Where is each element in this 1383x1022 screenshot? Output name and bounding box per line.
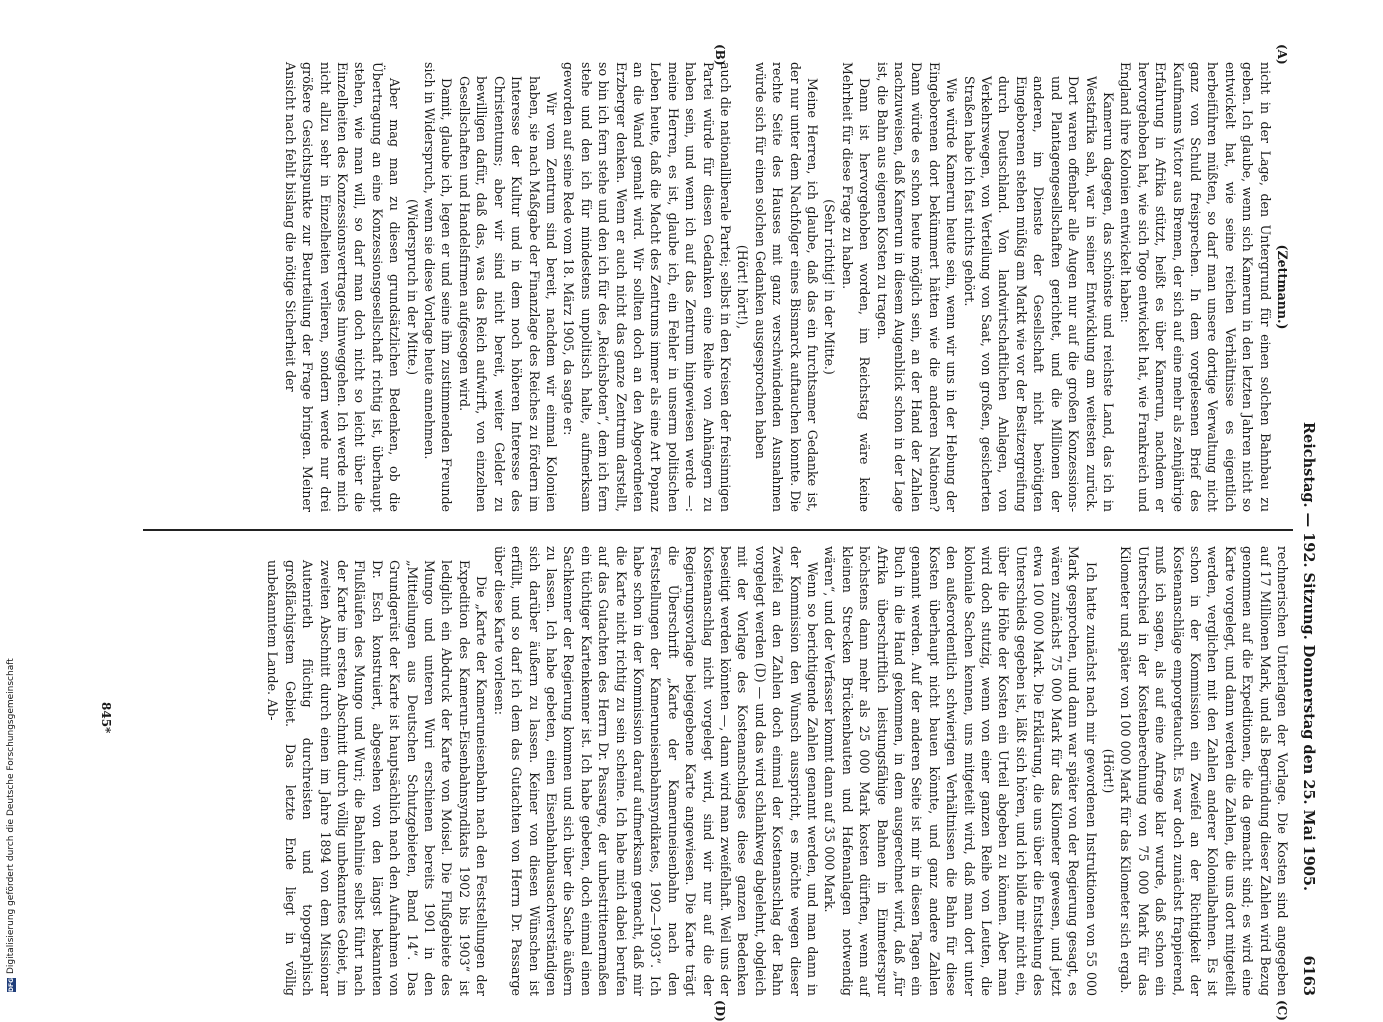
margin-letter-a: (A): [1275, 44, 1289, 65]
digitization-credit: [6, 658, 16, 992]
dfg-logo-icon: DFG: [7, 977, 15, 992]
speaker-name: (Zettmann.): [1275, 244, 1290, 330]
quotation: Kamerun dagegen, das schönste und reichste Land, das ich in Westafrika sah, war in seiner Entwicklung am weitesten zurück. Dort waren offenbar alle Augen nur auf die großen Konzessions- und Plantagengesellschaften gerichtet, und die Millionen der anderen, im Dienste der Gesellschaft nicht benötigten Eingeborenen stehen müßig am Markt wie vor der Besitzergreifung durch Deutschland. Von landwirtschaftlichen Anlagen, von Verkehrswegen, von Verteilung von Saat, von großen, gesicherten Straßen habe ich fast nichts gehört.: [961, 76, 1116, 512]
margin-letter-d: (D): [713, 1000, 727, 1022]
quotation: Wir vom Zentrum sind bereit, nachdem wir einmal Kolonien haben, sie nach Maßgabe der Finanzlage des Reiches zu fördern im Interesse der Kultur und in dem noch höheren Interesse des Christentums; aber wir sind nicht bereit, weiter Gelder zu bewilligen dafür, daß das, was das Reich aufwirft, von einzelnen Gesellschaften und Handelsfirmen aufgesogen wird.: [456, 76, 559, 512]
paragraph: Ich hatte zunächst nach mir gewordenen Instruktionen von 55 000 Mark gesprochen, und dann war später von der Regierung gesagt, es wären zunächst 75 000 Mark für das Kilometer gewesen, und jetzt etwa 100 000 Mark. Die Erklärung, die uns über die Entstehung des Unterschieds gegeben ist, läßt sich hören, und ich bilde mir nicht ein, über die Höhe der Kosten ein Urteil abgeben zu können. Aber man wird doch stutzig, wenn von einer ganzen Reihe von Leuten, die koloniale Sachen kennen, uns mitgeteilt wird, daß man dort unter den außerordentlich schwierigen Verhältnissen die Bahn für diese Kosten überhaupt nicht bauen könnte, und ganz andere Zahlen genannt werden. Auf der anderen Seite ist mir in diesen Tagen ein Buch in die Hand gekommen, in dem ausgerechnet wird, daß „für Afrika überschriftlich leistungsfähige Bahnen in Einmeterspur höchstens dann mehr als 25 000 Mark kosten dürften, wenn auf kleinen Strecken Brückenbauten und Hafenanlagen notwendig wären“, und der Verfasser kommt dann auf 35 000 Mark.: [822, 546, 1099, 996]
paragraph: Wie würde Kamerun heute sein, wenn wir uns in der Hebung der Eingeborenen dort bekümmert hätten wie die anderen Nationen? Dann würde es schon heute möglich sein, an der Hand der Zahlen nachzuweisen, daß Kamerun in diesem Augenblick schon in der Lage ist, die Bahn aus eigenen Kosten zu tragen.: [874, 62, 960, 512]
interjection: (Sehr richtig! in der Mitte.): [822, 199, 838, 375]
credit-text: Digitalisierung gefördert durch die Deutsche Forschungsgemeinschaft: [6, 658, 16, 974]
rotated-page: [84, 44, 1317, 1022]
interjection: (Hört! hört!),: [735, 244, 751, 330]
paragraph: Dann ist hervorgehoben worden, im Reichstag wäre keine Mehrheit für diese Frage zu haben.: [839, 62, 873, 512]
interjection: (Hört!): [1100, 748, 1116, 794]
right-column: [264, 546, 1291, 996]
quotation: Die „Karte der Kameruneisenbahn nach den Feststellungen der Expedition des Kamerun-Eisenbahnsyndikats 1902 bis 1903“ ist lediglich ein Abdruck der Karte von Moisel. Die Flußgebiete des Mungo und unteren Wuri erschienen bereits 1901 in den „Mitteilungen aus Deutschen Schutzgebieten, Band 14“. Das Grundgerüst der Karte ist hauptsächlich nach den Aufnahmen von Dr. Esch konstruiert, abgesehen von den längst bekannten Flußläufen des Mungo und Wuri; die Bahnlinie selbst führt nach der Karte im ersten Abschnitt durch völlig unbekanntes Gebiet, im zweiten Abschnitt durch einen im Jahre 1894 von dem Missionar Autenrieth flüchtig durchreisten und topographisch großflächigstem Gebiet. Das letzte Ende liegt in völlig unbekanntem Lande. Ab-: [265, 560, 490, 996]
paragraph: rechnerischen Unterlagen der Vorlage. Die Kosten sind angegeben auf 17 Millionen Mark, und als Begründung dieser Zahlen wird Bezug genommen auf die Expeditionen, die da gemacht sind; es wird eine Karte vorgelegt, und dann werden die Zahlen, die uns dort mitgeteilt werden, verglichen mit den Zahlen anderer Kolonialbahnen. Es ist schon in der Kommission ein Zweifel an der Richtigkeit der Kostenanschläge emporgetaucht. Es war doch zunächst frappierend, muß ich sagen, als auf eine Anfrage klar wurde, daß schon ein Unterschied in der Kostenberechnung von 75 000 Mark für das Kilometer und später von 100 000 Mark für das Kilometer sich ergab.: [1118, 546, 1290, 996]
interjection: (Widerspruch in der Mitte.): [404, 198, 420, 376]
column-divider: [143, 529, 1293, 531]
paragraph: Aber mag man zu diesen grundsätzlichen Bedenken, ob die Übertragung an eine Konzessionsgesellschaft richtig ist, überhaupt stehen, wie man will, so darf man doch nicht so leicht über die Einzelheiten des Konzessionsvertrages hinweggehen. Ich werde mich nicht allzu sehr in Einzelheiten verlieren, sondern werde nur drei größere Gesichtspunkte zur Beurteilung der Frage bringen. Meiner Ansicht nach fehlt bislang die nötige Sicherheit der: [282, 62, 403, 512]
paragraph: nicht in der Lage, den Untergrund für einen solchen Bahnbau zu geben. Ich glaube, wenn sich Kamerun in den letzten Jahren nicht so entwickelt hat, wie seine reichen Verhältnisse es eigentlich herbeiführen müßten, so darf man unsere dortige Verwaltung nicht ganz von Schuld freisprechen. In dem vorgelesenen Brief des Kaufmanns Victor aus Bremen, der sich auf eine mehr als zehnjährige Erfahrung in Afrika stützt, heißt es über Kamerun, nachdem er hervorgehoben hat, wie sich Togo entwickelt hat, wie Frankreich und England ihre Kolonien entwickelt haben:: [1118, 62, 1273, 512]
margin-letter-b: (B): [713, 44, 727, 66]
paragraph: auch die nationalliberale Partei; selbst in den Kreisen der freisinnigen Partei würde für diesen Gedanken eine Reihe von Anhängern zu haben sein, und wenn ich auf das Zentrum hingewiesen werde —: meine Herren, es ist, glaube ich, ein Fehler in unserm politischen Leben heute, daß die Macht des Zentrums immer als eine Art Popanz an die Wand gemalt wird. Wir sollten doch an den Abgeordneten Erzberger denken. Wenn er auch nicht das ganze Zentrum darstellt, so bin ich fern stehe und den ich für des „Reichsboten“, dem ich fern stehe und den ich für mindestens unpolitisch halte, aufmerksam geworden auf seine Rede vom 18. März 1905, da sagte er:: [561, 62, 733, 512]
page-header: [1297, 62, 1317, 996]
paragraph: Damit, glaube ich, legen er und seine ihm zustimmenden Freunde sich in Widerspruch, wenn sie diese Vorlage heute annehmen.: [422, 62, 455, 512]
paragraph: Wenn so berichtigende Zahlen genannt werden, und man dann in der Kommission den Wunsch ausspricht, es möchte wegen dieser Zweifel an den Zahlen doch einmal der Kostenanschlag der Bahn vorgelegt werden (D) — und das wird schlankweg abgelehnt, obgleich mit der Vorlage des Kostenanschlages diese ganzen Bedenken beseitigt werden könnten —, dann wird man zweifelhaft. Weil uns der Kostenanschlag nicht vorgelegt wird, sind wir nur auf die der Regierungsvorlage beigegebene Karte angewiesen. Die Karte trägt die Überschrift „Karte der Kameruneisenbahn nach den Feststellungen der Kameruneisenbahnsyndikates, 1902—1903“. Ich habe schon in der Kommission darauf aufmerksam gemacht, daß mir die Karte nicht richtig zu sein scheine. Ich habe mich dabei berufen auf das Gutachten des Herrn Dr. Passarge, der unbestrittenermaßen ein tüchtiger Kartenkenner ist. Ich habe gebeten, doch einmal einen Sachkenner der Regierung kommen und sich über die Sache äußern zu lassen. Ich habe gebeten, einen Eisenbahnbausachverständigen sich darüber äußern zu lassen. Keiner von diesen Wünschen ist erfüllt, und so darf ich dem das Gutachten von Herrn Dr. Passarge über diese Karte vorlesen:: [491, 546, 821, 996]
header-page-number: 6163: [1300, 955, 1317, 996]
page-signature: 845*: [99, 702, 113, 734]
margin-letter-c: (C): [1275, 1000, 1289, 1021]
header-title: Reichstag. — 192. Sitzung. Donnerstag den 25. Mai 1905.: [1300, 422, 1317, 892]
left-column: [281, 62, 1291, 512]
paragraph: Meine Herren, ich glaube, daß das ein furchtsamer Gedanke ist, der nur unter dem Nachfolger eines Bismarck auftauchen konnte. Die rechte Seite des Hauses mit ganz verschwindenden Ausnahmen würde sich für einen solchen Gedanken ausgesprochen haben: [752, 62, 821, 512]
